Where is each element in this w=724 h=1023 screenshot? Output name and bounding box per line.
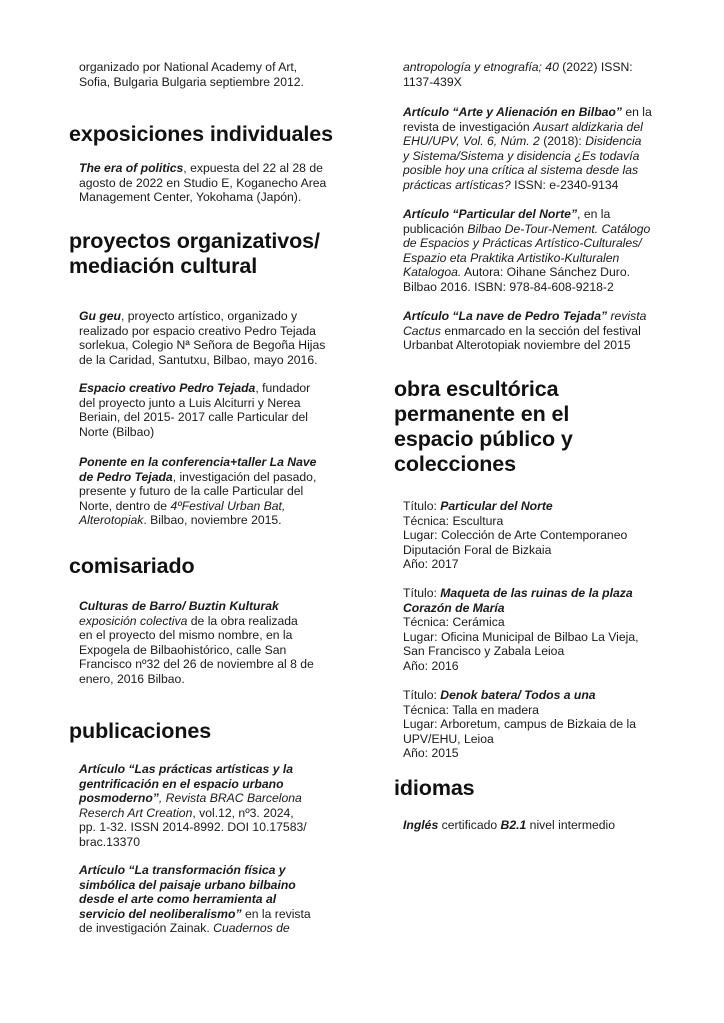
artwork-entry: Título: Maqueta de las ruinas de la plaza Corazón de María Técnica: Cerámica Lugar: Oficina Municipal de Bilbao La Vieja, San Francisco y Zabala Leioa Año: 2016 bbox=[403, 586, 639, 673]
heading-proyectos: proyectos organizativos/ mediación cultural bbox=[69, 229, 320, 278]
curation-entry: Culturas de Barro/ Buztin Kulturak exposición colectiva de la obra realizada en el proyecto del mismo nombre, en la Expogela de Bilbaohistórico, calle San Francisco nº32 del 26 de noviembre al 8 de enero, 2016 Bilbao. bbox=[79, 599, 314, 686]
heading-obra-escultorica: obra escultórica permanente en el espacio público y colecciones bbox=[394, 377, 573, 476]
publication-entry-continued: antropología y etnografía; 40 (2022) ISSN: 1137-439X bbox=[403, 60, 633, 89]
publication-entry: Artículo “Arte y Alienación en Bilbao” en la revista de investigación Ausart aldizkaria del EHU/UPV, Vol. 6, Núm. 2 (2018): Disidencia y Sistema/Sistema y disidencia ¿Es todavía posible hoy una crítica al sistema desde las prácticas artísticas? ISSN: e-2340-9134 bbox=[403, 105, 652, 192]
project-entry: Ponente en la conferencia+taller La Nave de Pedro Tejada, investigación del pasado, presente y futuro de la calle Particular del Norte, dentro de 4ºFestival Urban Bat, Alterotopiak. Bilbao, noviembre 2015. bbox=[79, 455, 317, 527]
language-entry: Inglés certificado B2.1 nivel intermedio bbox=[403, 818, 616, 832]
publication-entry: Artículo “Particular del Norte”, en la publicación Bilbao De-Tour-Nement. Catálogo de Espacios y Prácticas Artístico-Culturales/ Espazio eta Praktika Artistiko-Kulturalen Katalogoa. Autora: Oihane Sánchez Duro. Bilbao 2016. ISBN: 978-84-608-9218-2 bbox=[403, 207, 651, 294]
heading-comisariado: comisariado bbox=[69, 554, 195, 578]
publication-entry: Artículo “Las prácticas artísticas y la gentrificación en el espacio urbano posmoderno”, Revista BRAC Barcelona Reserch Art Creation, vol.12, nº3. 2024, pp. 1-32. ISSN 2014-8992. DOI 10.17583/ brac.13370 bbox=[79, 762, 307, 849]
exhibition-entry: The era of politics, expuesta del 22 al 28 de agosto de 2022 en Studio E, Koganecho Area Management Center, Yokohama (Japón). bbox=[79, 161, 327, 204]
project-entry: Gu geu, proyecto artístico, organizado y realizado por espacio creativo Pedro Tejada sorlekua, Colegio Nª Señora de Begoña Hijas de la Caridad, Santutxu, Bilbao, mayo 2016. bbox=[79, 309, 326, 367]
intro-text: organizado por National Academy of Art, Sofia, Bulgaria Bulgaria septiembre 2012. bbox=[79, 60, 304, 89]
artwork-entry: Título: Denok batera/ Todos a una Técnica: Talla en madera Lugar: Arboretum, campus de Bizkaia de la UPV/EHU, Leioa Año: 2015 bbox=[403, 688, 637, 760]
artwork-entry: Título: Particular del Norte Técnica: Escultura Lugar: Colección de Arte Contemporaneo Diputación Foral de Bizkaia Año: 2017 bbox=[403, 499, 628, 571]
heading-idiomas: idiomas bbox=[394, 776, 475, 800]
heading-publicaciones: publicaciones bbox=[69, 719, 212, 743]
heading-exposiciones: exposiciones individuales bbox=[69, 122, 333, 146]
publication-entry: Artículo “La nave de Pedro Tejada” revista Cactus enmarcado en la sección del festival Urbanbat Alterotopiak noviembre del 2015 bbox=[403, 309, 647, 352]
publication-entry: Artículo “La transformación física y simbólica del paisaje urbano bilbaino desde el arte como herramienta al servicio del neoliberalismo” en la revista de investigación Zainak. Cuadernos de bbox=[79, 863, 311, 935]
project-entry: Espacio creativo Pedro Tejada, fundador del proyecto junto a Luis Alciturri y Nerea Beriain, del 2015- 2017 calle Particular del Norte (Bilbao) bbox=[79, 381, 311, 439]
